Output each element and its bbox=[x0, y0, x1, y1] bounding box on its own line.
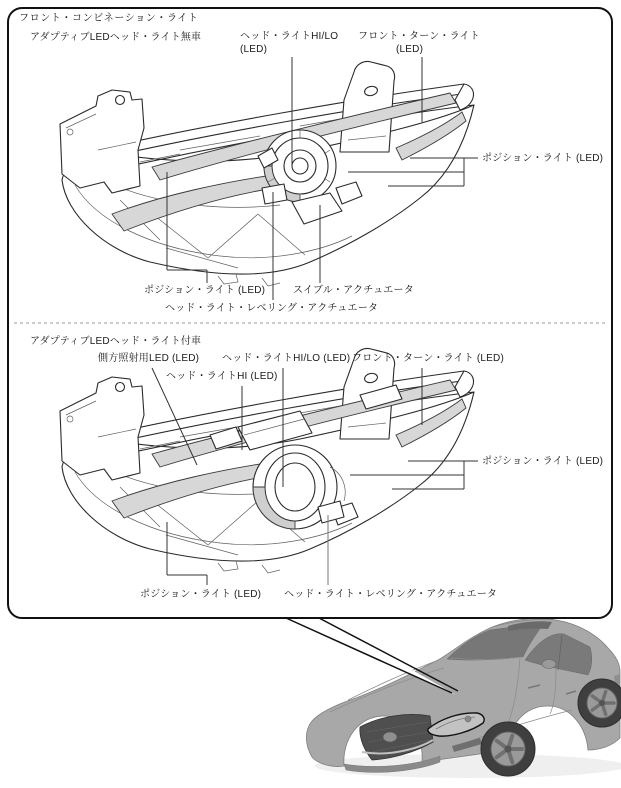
label-position-bottom-1: ポジション・ライト (LED) bbox=[144, 285, 266, 296]
label-hilo-1-sub: (LED) bbox=[240, 44, 268, 55]
car-rear-wheel bbox=[578, 679, 621, 727]
car-emblem bbox=[383, 732, 397, 742]
figure-title: フロント・コンビネーション・ライト bbox=[19, 13, 199, 24]
mounting-bracket-left bbox=[60, 90, 144, 193]
label-turn-2: フロント・ターン・ライト (LED) bbox=[352, 353, 504, 364]
label-position-right-2: ポジション・ライト (LED) bbox=[482, 456, 604, 467]
label-hilo-2: ヘッド・ライトHI/LO (LED) bbox=[222, 353, 351, 364]
leveling-actuator-part bbox=[262, 184, 287, 204]
mounting-bracket-top bbox=[340, 61, 395, 152]
label-turn-1-sub: (LED) bbox=[396, 44, 424, 55]
label-swivel-1: スイブル・アクチュエータ bbox=[293, 285, 414, 296]
label-position-right-1: ポジション・ライト (LED) bbox=[482, 153, 604, 164]
label-hilo-1: ヘッド・ライトHI/LO bbox=[240, 31, 339, 42]
label-leveling-1: ヘッド・ライト・レベリング・アクチュエータ bbox=[165, 303, 379, 314]
car-front-wheel bbox=[481, 722, 535, 776]
section1-heading: アダプティブLEDヘッド・ライト無車 bbox=[30, 32, 202, 43]
callout-pointer bbox=[286, 617, 458, 695]
label-turn-1: フロント・ターン・ライト bbox=[358, 31, 480, 42]
label-side-led-2: 側方照射用LED (LED) bbox=[98, 353, 200, 364]
label-leveling-2: ヘッド・ライト・レベリング・アクチュエータ bbox=[284, 589, 498, 600]
mounting-bracket-left-2 bbox=[60, 377, 144, 480]
section2-heading: アダプティブLEDヘッド・ライト付車 bbox=[30, 336, 202, 347]
headlamp-diagram-no-adaptive bbox=[60, 57, 478, 300]
label-hi-2: ヘッド・ライトHI (LED) bbox=[166, 371, 278, 382]
label-position-bottom-2: ポジション・ライト (LED) bbox=[140, 589, 262, 600]
car-mirror bbox=[542, 660, 556, 669]
